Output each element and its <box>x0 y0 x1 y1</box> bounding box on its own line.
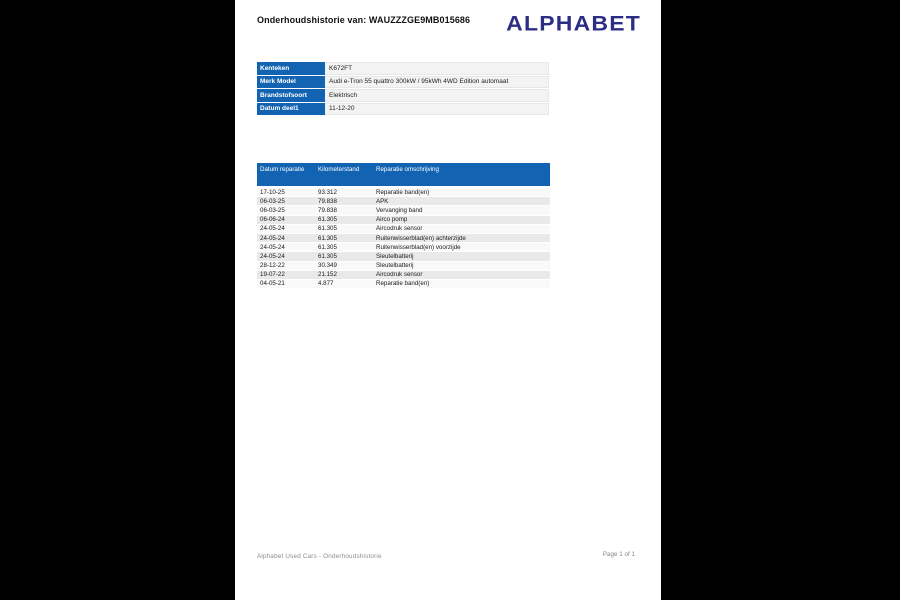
cell-description: Ruitenwisserblad(en) achterzijde <box>376 234 466 242</box>
table-row <box>257 271 550 280</box>
vehicle-info-row <box>257 62 549 75</box>
table-row <box>257 252 550 261</box>
cell-date: 24-05-24 <box>260 225 285 233</box>
cell-kilometerstand: 61.305 <box>318 225 337 233</box>
footer-document-label: Alphabet Used Cars - Onderhoudshistorie <box>257 553 382 560</box>
cell-date: 06-03-25 <box>260 197 285 205</box>
history-header-description: Reparatie omschrijving <box>376 165 439 173</box>
cell-date: 06-06-24 <box>260 216 285 224</box>
table-row <box>257 280 550 289</box>
cell-date: 17-10-25 <box>260 188 285 196</box>
cell-description: Airco pomp <box>376 216 408 224</box>
vehicle-info-value: Audi e-Tron 55 quattro 300kW / 95kWh 4WD Edition automaat <box>325 76 549 89</box>
cell-description: Aircodruk sensor <box>376 225 423 233</box>
vehicle-info-value: Elektrisch <box>325 89 549 102</box>
history-header-km: Kilometerstand <box>318 165 360 173</box>
history-table-body <box>257 188 550 289</box>
vehicle-info-row <box>257 89 549 102</box>
cell-date: 24-05-24 <box>260 243 285 251</box>
cell-kilometerstand: 61.305 <box>318 216 337 224</box>
cell-description: Sleutelbatterij <box>376 262 414 270</box>
table-row <box>257 206 550 215</box>
cell-date: 04-05-21 <box>260 280 285 288</box>
cell-kilometerstand: 4.877 <box>318 280 334 288</box>
cell-date: 24-05-24 <box>260 252 285 260</box>
cell-date: 24-05-24 <box>260 234 285 242</box>
cell-kilometerstand: 61.305 <box>318 234 337 242</box>
table-row <box>257 188 550 197</box>
cell-description: Sleutelbatterij <box>376 252 414 260</box>
document-page <box>235 0 661 600</box>
vehicle-info-label: Brandstofsoort <box>257 89 325 102</box>
table-row <box>257 225 550 234</box>
footer-page-number: Page 1 of 1 <box>602 551 635 558</box>
vehicle-info-label: Merk Model <box>257 76 325 89</box>
table-row <box>257 262 550 271</box>
cell-date: 28-12-22 <box>260 262 285 270</box>
table-row <box>257 216 550 225</box>
cell-description: APK <box>376 197 389 205</box>
cell-date: 19-07-22 <box>260 271 285 279</box>
cell-kilometerstand: 21.152 <box>318 271 337 279</box>
vehicle-info-row <box>257 76 549 89</box>
cell-date: 06-03-25 <box>260 206 285 214</box>
table-row <box>257 243 550 252</box>
cell-kilometerstand: 30.349 <box>318 262 337 270</box>
cell-kilometerstand: 93.312 <box>318 188 337 196</box>
table-row <box>257 234 550 243</box>
alphabet-logo: ALPHABET <box>506 11 641 35</box>
history-header-date: Datum reparatie <box>260 165 305 173</box>
history-header-row <box>257 163 550 186</box>
vehicle-info-label: Kenteken <box>257 62 325 75</box>
cell-kilometerstand: 61.305 <box>318 252 337 260</box>
cell-description: Aircodruk sensor <box>376 271 423 279</box>
vehicle-info-row <box>257 103 549 116</box>
vehicle-info-value: K672FT <box>325 62 549 75</box>
cell-kilometerstand: 79.838 <box>318 206 337 214</box>
cell-kilometerstand: 61.305 <box>318 243 337 251</box>
history-table <box>257 163 550 289</box>
vehicle-info-table <box>257 62 549 116</box>
cell-description: Vervanging band <box>376 206 423 214</box>
cell-description: Reparatie band(en) <box>376 280 430 288</box>
cell-description: Ruitenwisserblad(en) voorzijde <box>376 243 461 251</box>
cell-kilometerstand: 79.838 <box>318 197 337 205</box>
vehicle-info-value: 11-12-20 <box>325 103 549 116</box>
table-row <box>257 197 550 206</box>
page-title: Onderhoudshistorie van: WAUZZZGE9MB015686 <box>257 15 471 25</box>
vehicle-info-label: Datum deel1 <box>257 103 325 116</box>
cell-description: Reparatie band(en) <box>376 188 430 196</box>
